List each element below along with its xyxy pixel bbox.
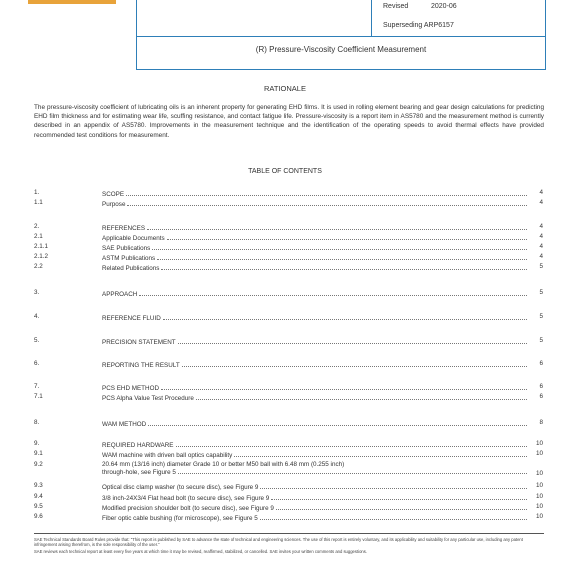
toc-entry-title	[102, 199, 527, 208]
toc-entry-number: 9.2	[34, 461, 43, 468]
toc-entry-title-text: REFERENCES	[102, 225, 146, 232]
toc-entry-page: 5	[539, 337, 543, 344]
toc-entry-page: 10	[535, 482, 543, 489]
toc-entry-title-text: Applicable Documents	[102, 235, 165, 242]
toc-entry[interactable]	[0, 243, 570, 252]
document-title: (R) Pressure-Viscosity Coefficient Measurement	[255, 45, 427, 54]
toc-entry[interactable]	[0, 199, 570, 208]
toc-entry-title	[102, 289, 527, 298]
toc-entry-number: 2.	[34, 223, 40, 230]
toc-leader-dots	[126, 195, 527, 196]
toc-entry-title-text: WAM machine with driven ball optics capability	[102, 452, 233, 459]
toc-leader-dots	[260, 488, 527, 489]
toc-entry[interactable]	[0, 393, 570, 402]
toc-entry-page: 6	[539, 360, 543, 367]
toc-entry-title	[102, 450, 527, 459]
toc-entry-number: 9.	[34, 440, 40, 447]
toc-entry[interactable]	[0, 513, 570, 522]
toc-entry-title-text: PCS Alpha Value Test Procedure	[102, 395, 194, 402]
toc-entry-title-text: WAM METHOD	[102, 421, 147, 428]
toc-leader-dots	[139, 295, 527, 296]
toc-entry-page: 8	[539, 419, 543, 426]
toc-entry-title-text: SAE Publications	[102, 245, 151, 252]
toc-entry-title	[102, 337, 527, 346]
toc-entry-page: 10	[535, 513, 543, 520]
toc-entry-title-text: PRECISION STATEMENT	[102, 339, 176, 346]
toc-entry[interactable]	[0, 289, 570, 298]
toc-entry-title-text: ASTM Publications	[102, 255, 156, 262]
toc-entry-number: 4.	[34, 313, 40, 320]
toc-entry-page: 4	[539, 199, 543, 206]
rationale-text: The pressure-viscosity coefficient of lubricating oils is an inherent property for generating EHD films. It is used in rolling element bearing and gear design calculations for predicting EHD film thickness and for estimating wear life, scuffing resistance, and contact fatigue life. Pressure-viscosity is a report item in AS5780 and the measurement method is currently described in an appendix of AS5780. Improvements in the measurement technique and the identification of the operating speeds to avoid thermal effects have provided recommended test conditions for measurement.	[34, 104, 544, 139]
toc-entry-title	[102, 440, 527, 449]
toc-entry-title-text: REQUIRED HARDWARE	[102, 442, 174, 449]
toc-entry-title	[102, 383, 527, 392]
toc-entry-page: 5	[539, 313, 543, 320]
toc-entry-number: 9.6	[34, 513, 43, 520]
toc-leader-dots	[161, 269, 527, 270]
toc-entry-title	[102, 360, 527, 369]
toc-leader-dots	[161, 389, 527, 390]
toc-entry-title-text: Optical disc clamp washer (to secure disc), see Figure 9	[102, 484, 259, 491]
toc-entry-page: 10	[535, 503, 543, 510]
toc-entry[interactable]	[0, 383, 570, 392]
toc-entry-title	[102, 223, 527, 232]
toc-entry-page: 4	[539, 253, 543, 260]
toc-entry-title-text: PCS EHD METHOD	[102, 385, 160, 392]
toc-entry[interactable]	[0, 440, 570, 449]
toc-leader-dots	[182, 366, 527, 367]
toc-entry-title	[102, 513, 527, 522]
toc-entry-page: 5	[539, 289, 543, 296]
toc-entry-title-text: SCOPE	[102, 191, 125, 198]
toc-leader-dots	[234, 456, 527, 457]
footer-notice: SAE Technical Standards Board Rules provide that: "This report is published by SAE to advance the state of technical and engineering sciences. The use of this report is entirely voluntary, and its applicability and suitability for any particular use, including any patent infringement arising therefrom, is the sole responsibility of the user."	[34, 537, 523, 548]
toc-entry[interactable]	[0, 223, 570, 232]
toc-entry-title	[102, 189, 527, 198]
toc-entry-title	[102, 253, 527, 262]
toc-heading: TABLE OF CONTENTS	[248, 168, 322, 175]
toc-entry-title-text: Purpose	[102, 201, 126, 208]
rationale-heading: RATIONALE	[264, 84, 306, 93]
superseding-text: Superseding ARP6157	[383, 22, 454, 29]
toc-leader-dots	[127, 205, 527, 206]
toc-entry-title-line: 20.64 mm (13/16 inch) diameter Grade 10 or better M50 ball with 6.48 mm (0.255 inch)	[102, 461, 345, 468]
toc-leader-dots	[276, 509, 527, 510]
toc-leader-dots	[167, 239, 527, 240]
toc-leader-dots	[178, 343, 527, 344]
toc-leader-dots	[271, 499, 527, 500]
toc-entry-title	[102, 493, 527, 502]
toc-leader-dots	[163, 319, 527, 320]
toc-entry-title	[102, 263, 527, 272]
toc-entry-title	[102, 461, 527, 476]
revised-label: Revised	[383, 3, 409, 10]
toc-entry-number: 2.1	[34, 233, 43, 240]
toc-entry-number: 9.1	[34, 450, 43, 457]
sae-logo	[28, 0, 116, 4]
toc-entry-title-text: Fiber optic cable bushing (for microscope), see Figure 5	[102, 515, 258, 522]
toc-entry[interactable]	[0, 482, 570, 491]
toc-entry-number: 5.	[34, 337, 40, 344]
toc-entry[interactable]	[0, 313, 570, 322]
toc-entry-page: 10	[535, 470, 543, 477]
toc-entry[interactable]	[0, 503, 570, 512]
toc-entry-page: 4	[539, 223, 543, 230]
toc-entry-title-line: through-hole, see Figure 5	[102, 468, 176, 476]
toc-leader-dots	[260, 519, 527, 520]
toc-entry-title	[102, 243, 527, 252]
document-header	[136, 0, 546, 70]
toc-entry-number: 9.4	[34, 493, 43, 500]
toc-entry-number: 6.	[34, 360, 40, 367]
toc-entry[interactable]	[0, 189, 570, 198]
toc-entry[interactable]	[0, 461, 570, 479]
toc-entry-page: 10	[535, 440, 543, 447]
toc-entry[interactable]	[0, 450, 570, 459]
toc-entry-title	[102, 419, 527, 428]
header-divider	[371, 0, 372, 36]
toc-leader-dots	[176, 446, 528, 447]
toc-entry-page: 4	[539, 243, 543, 250]
toc-entry-title	[102, 313, 527, 322]
footer-review-notice: SAE reviews each technical report at least every five years at which time it may be revised, reaffirmed, stabilized, or cancelled. SAE invites your written comments and suggestions.	[34, 549, 367, 554]
toc-entry-number: 2.2	[34, 263, 43, 270]
toc-entry-title-text: REPORTING THE RESULT	[102, 362, 180, 369]
toc-entry-page: 4	[539, 233, 543, 240]
toc-entry[interactable]	[0, 233, 570, 242]
toc-entry-number: 7.	[34, 383, 40, 390]
toc-entry-number: 7.1	[34, 393, 43, 400]
toc-entry-page: 4	[539, 189, 543, 196]
toc-entry[interactable]	[0, 263, 570, 272]
toc-entry-page: 6	[539, 383, 543, 390]
revised-date: 2020-06	[431, 3, 457, 10]
toc-entry-number: 9.3	[34, 482, 43, 489]
toc-entry-number: 2.1.2	[34, 253, 49, 260]
toc-entry-title-text: REFERENCE FLUID	[102, 315, 161, 322]
toc-leader-dots	[196, 399, 527, 400]
toc-entry-number: 1.1	[34, 199, 43, 206]
toc-entry-title	[102, 503, 527, 512]
toc-entry[interactable]	[0, 360, 570, 369]
toc-entry-page: 10	[535, 450, 543, 457]
toc-entry-number: 2.1.1	[34, 243, 49, 250]
toc-entry-title-text: 3/8 inch-24X3/4 Flat head bolt (to secure disc), see Figure 9	[102, 495, 270, 502]
toc-entry-number: 8.	[34, 419, 40, 426]
toc-leader-dots	[147, 229, 527, 230]
toc-entry-page: 10	[535, 493, 543, 500]
toc-entry-title-text: APPROACH	[102, 291, 138, 298]
footer-rule	[34, 533, 544, 534]
toc-entry-title-text: Modified precision shoulder bolt (to secure disc), see Figure 9	[102, 505, 274, 512]
toc-leader-dots	[157, 259, 527, 260]
toc-entry-title-text: Related Publications	[102, 265, 160, 272]
toc-entry[interactable]	[0, 493, 570, 502]
toc-entry-title	[102, 482, 527, 491]
toc-entry-page: 6	[539, 393, 543, 400]
toc-leader-dots	[178, 473, 527, 474]
toc-entry-title	[102, 233, 527, 242]
toc-entry[interactable]	[0, 253, 570, 262]
toc-entry-page: 5	[539, 263, 543, 270]
toc-leader-dots	[148, 425, 527, 426]
toc-entry-title	[102, 393, 527, 402]
toc-entry-number: 3.	[34, 289, 40, 296]
toc-leader-dots	[152, 249, 527, 250]
toc-entry[interactable]	[0, 419, 570, 428]
header-divider	[137, 36, 545, 37]
toc-entry-number: 1.	[34, 189, 40, 196]
toc-entry-number: 9.5	[34, 503, 43, 510]
toc-entry[interactable]	[0, 337, 570, 346]
